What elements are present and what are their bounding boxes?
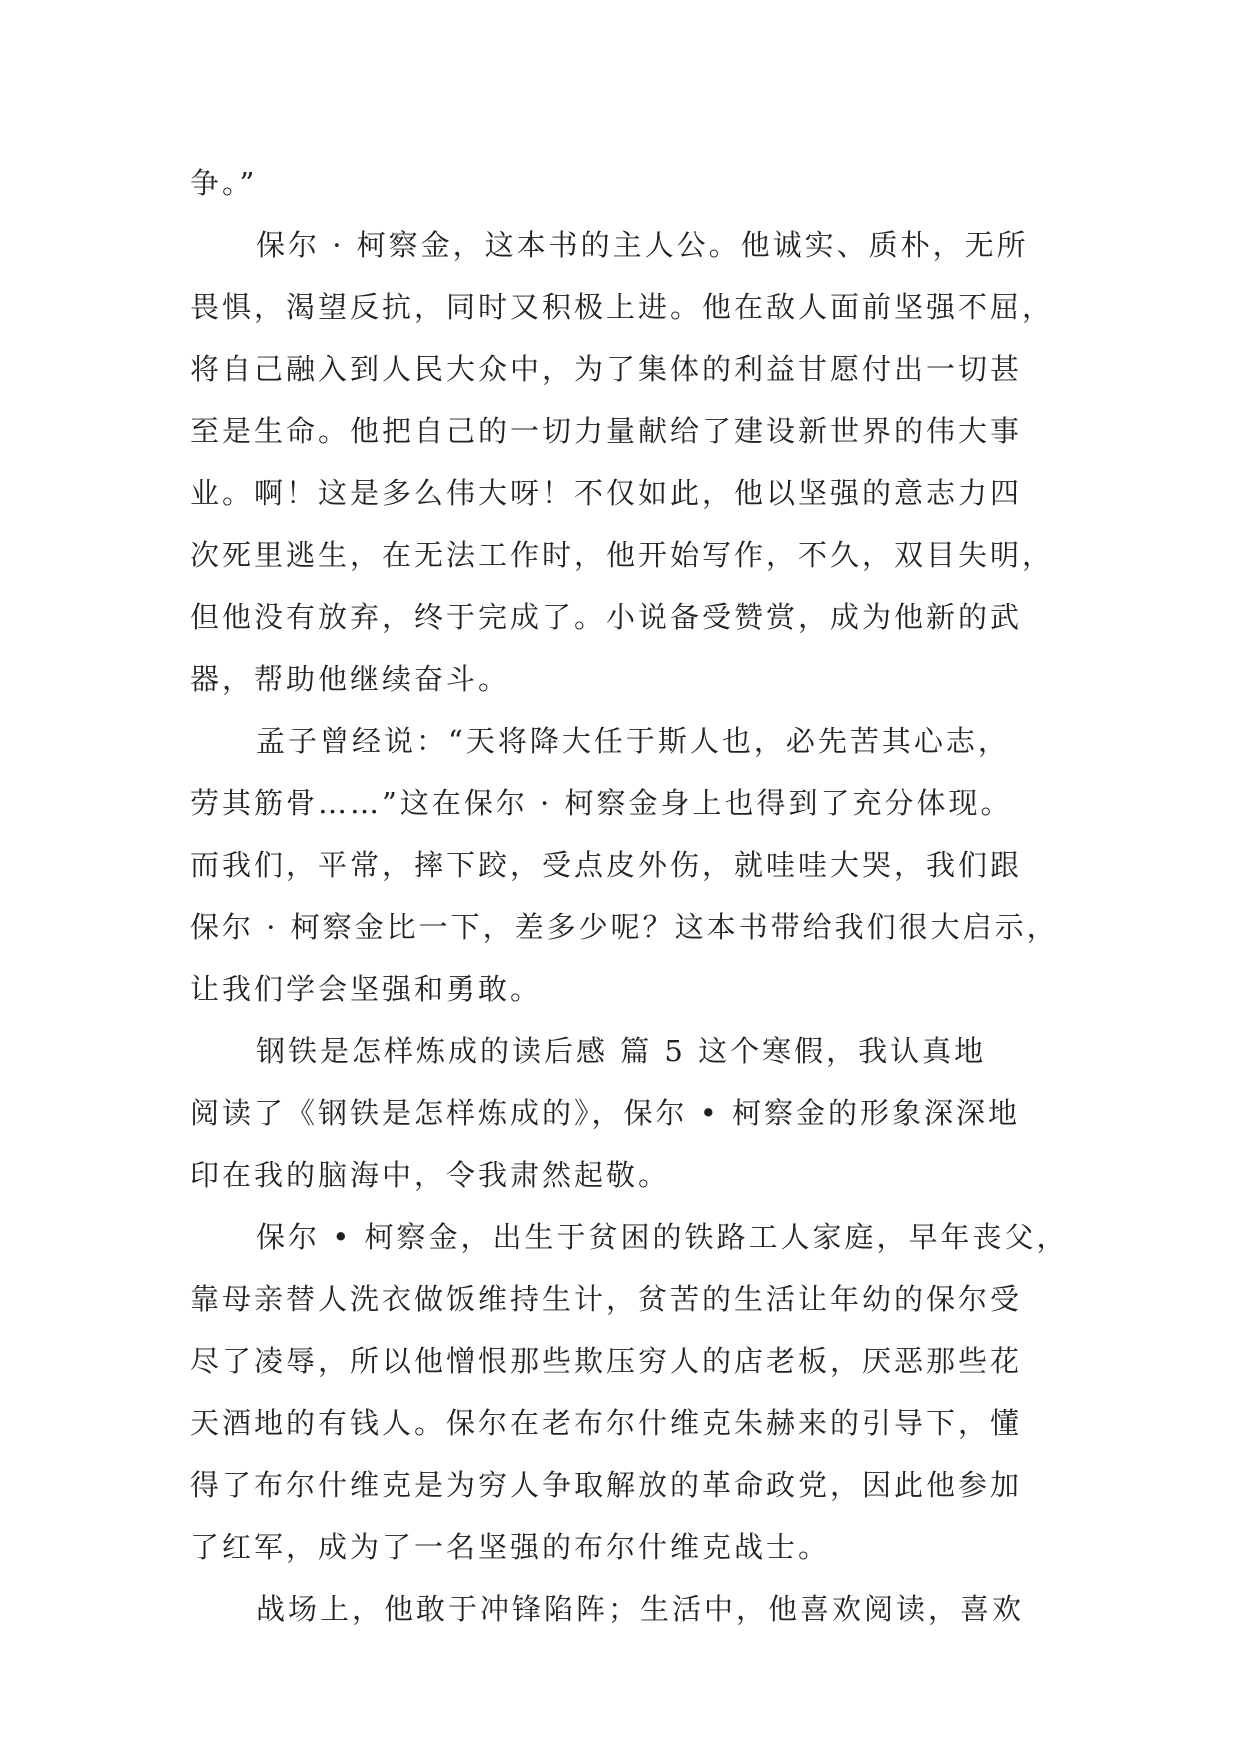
paragraph-start-line: 战场上，他敢于冲锋陷阵；生活中，他喜欢阅读，喜欢 — [256, 1592, 1025, 1626]
text-line: 得了布尔什维克是为穷人争取解放的革命政党，因此他参加 — [190, 1468, 1023, 1502]
text-line: 了红军，成为了一名坚强的布尔什维克战士。 — [190, 1530, 831, 1564]
text-line: 保尔 · 柯察金比一下，差多少呢？这本书带给我们很大启示， — [190, 910, 1059, 944]
section-heading-line: 钢铁是怎样炼成的读后感 篇 5 这个寒假，我认真地 — [256, 1034, 987, 1068]
text-line: 靠母亲替人洗衣做饭维持生计，贫苦的生活让年幼的保尔受 — [190, 1282, 1023, 1316]
text-line: 天酒地的有钱人。保尔在老布尔什维克朱赫来的引导下，懂 — [190, 1406, 1023, 1440]
text-line: 次死里逃生，在无法工作时，他开始写作，不久，双目失明， — [190, 538, 1055, 572]
text-line: 器，帮助他继续奋斗。 — [190, 662, 511, 696]
paragraph-start-line: 孟子曾经说：“天将降大任于斯人也，必先苦其心志， — [256, 724, 1010, 758]
text-line: 让我们学会坚强和勇敢。 — [190, 972, 543, 1006]
text-line: 至是生命。他把自己的一切力量献给了建设新世界的伟大事 — [190, 414, 1023, 448]
text-line: 印在我的脑海中，令我肃然起敬。 — [190, 1158, 671, 1192]
text-line: 尽了凌辱，所以他憎恨那些欺压穷人的店老板，厌恶那些花 — [190, 1344, 1023, 1378]
text-line: 业。啊！这是多么伟大呀！不仅如此，他以坚强的意志力四 — [190, 476, 1023, 510]
text-line: 劳其筋骨……”这在保尔 · 柯察金身上也得到了充分体现。 — [190, 786, 1013, 820]
text-line: 畏惧，渴望反抗，同时又积极上进。他在敌人面前坚强不屈， — [190, 290, 1055, 324]
text-line: 而我们，平常，摔下跤，受点皮外伤，就哇哇大哭，我们跟 — [190, 848, 1023, 882]
text-line: 争。” — [190, 166, 258, 200]
document-body — [190, 152, 1070, 1640]
text-line: 阅读了《钢铁是怎样炼成的》，保尔 • 柯察金的形象深深地 — [190, 1096, 1021, 1130]
paragraph-start-line: 保尔 · 柯察金，这本书的主人公。他诚实、质朴，无所 — [256, 228, 1029, 262]
text-line: 但他没有放弃，终于完成了。小说备受赞赏，成为他新的武 — [190, 600, 1023, 634]
paragraph-start-line: 保尔 • 柯察金，出生于贫困的铁路工人家庭，早年丧父， — [256, 1220, 1069, 1254]
text-line: 将自己融入到人民大众中，为了集体的利益甘愿付出一切甚 — [190, 352, 1023, 386]
